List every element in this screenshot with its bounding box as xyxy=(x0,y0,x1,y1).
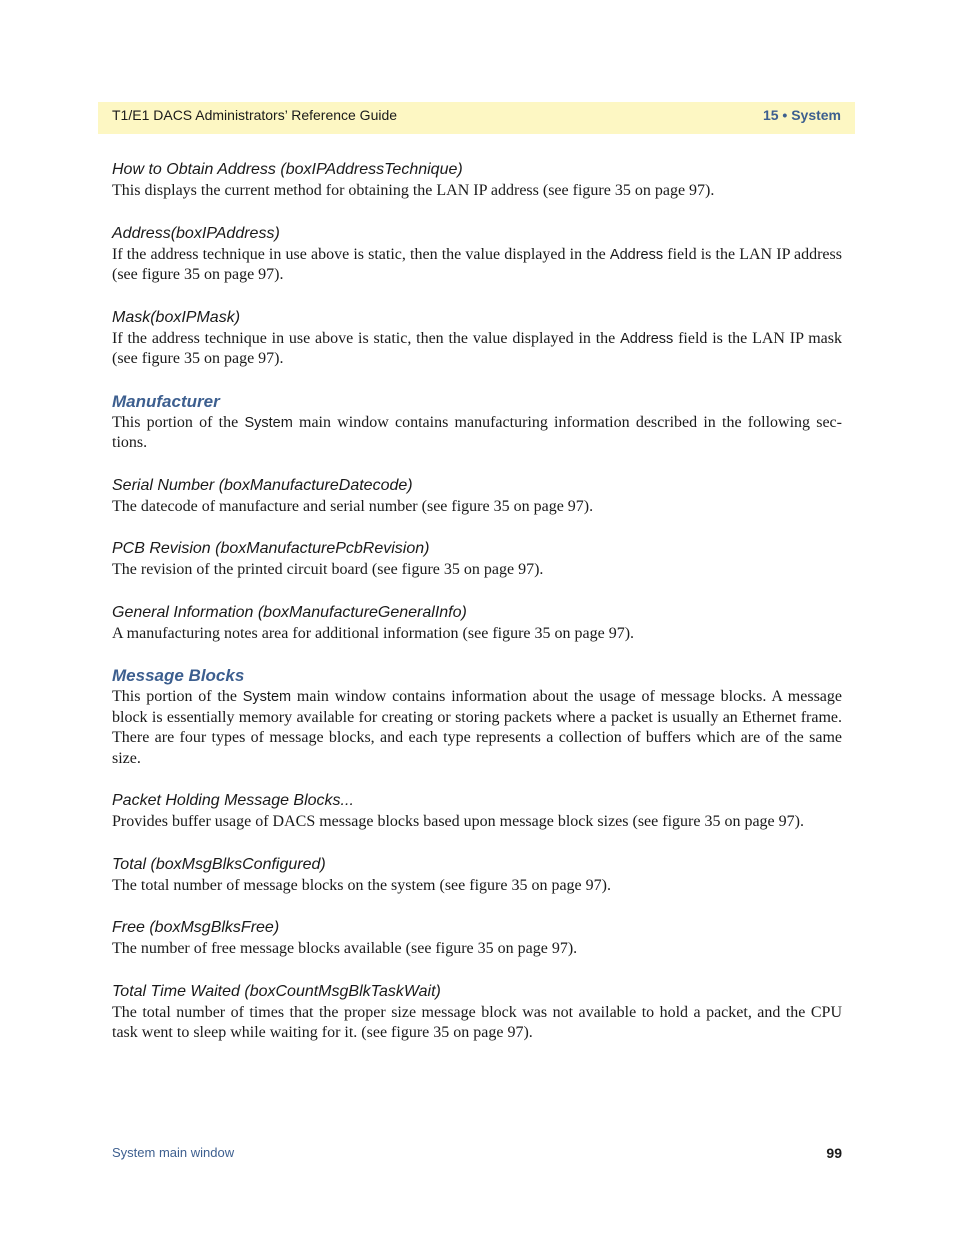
section-body: Provides buffer usage of DACS message blocks based upon message block sizes (see figure 35 on page 97). xyxy=(112,813,804,830)
section-manufacturer xyxy=(112,392,842,454)
footer-section-name: System main window xyxy=(112,1145,235,1160)
section-heading: Free (boxMsgBlksFree) xyxy=(112,919,280,936)
section-packet-holding xyxy=(112,791,842,833)
body-text: main window contains manufacturing information described in the following sec- tions. xyxy=(112,413,842,451)
section-total xyxy=(112,855,842,897)
section-heading-major: Manufacturer xyxy=(112,391,220,411)
section-free xyxy=(112,918,842,960)
body-text: This portion of the xyxy=(112,688,243,705)
section-heading: General Information (boxManufactureGeneralInfo) xyxy=(112,603,467,621)
section-body: A manufacturing notes area for additional information (see figure 35 on page 97). xyxy=(112,624,635,642)
section-heading: Serial Number (boxManufactureDatecode) xyxy=(112,476,413,494)
section-body xyxy=(112,329,842,370)
section-pcb-revision xyxy=(112,539,842,581)
running-header xyxy=(98,102,855,134)
section-how-to-obtain-address xyxy=(112,160,842,202)
page-number: 99 xyxy=(826,1145,842,1161)
section-body: The revision of the printed circuit board (see figure 35 on page 97). xyxy=(112,561,544,578)
section-heading: Total Time Waited (boxCountMsgBlkTaskWait) xyxy=(112,982,441,1000)
ui-field-name: Address xyxy=(620,330,674,347)
body-text: main window contains information about the usage of message blocks. A message block is essentially memory available for creating or storing packets where a packet is usually an Ethernet frame. There are four types of message blocks, and each type represents a collection of buffers which are of the same size. xyxy=(112,688,842,767)
section-address xyxy=(112,224,842,286)
document-title: T1/E1 DACS Administrators’ Reference Guide xyxy=(112,107,398,123)
section-body xyxy=(112,687,842,769)
section-body: This displays the current method for obtaining the LAN IP address (see figure 35 on page 97). xyxy=(112,182,715,199)
ui-field-name: Address xyxy=(609,246,664,263)
page-content xyxy=(112,160,842,1066)
section-mask xyxy=(112,308,842,370)
body-text: If the address technique in use above is static, then the value displayed in the xyxy=(112,245,610,263)
section-body: The total number of message blocks on the system (see figure 35 on page 97). xyxy=(112,876,611,894)
section-heading: How to Obtain Address (boxIPAddressTechnique) xyxy=(112,161,463,178)
body-text: field is the LAN IP mask (see figure 35 on page 97). xyxy=(112,329,842,367)
body-text: This portion of the xyxy=(112,413,245,431)
section-body xyxy=(112,413,842,454)
body-text: If the address technique in use above is static, then the value displayed in the xyxy=(112,329,621,347)
section-total-time-waited xyxy=(112,982,842,1044)
section-general-information xyxy=(112,603,842,645)
section-body: The datecode of manufacture and serial number (see figure 35 on page 97). xyxy=(112,497,594,515)
ui-window-name: System xyxy=(244,414,293,431)
section-body: The number of free message blocks available (see figure 35 on page 97). xyxy=(112,940,578,957)
chapter-label: 15 • System xyxy=(762,107,841,123)
section-heading: PCB Revision (boxManufacturePcbRevision) xyxy=(112,540,430,557)
body-text: field is the LAN IP address (see figure 35 on page 97). xyxy=(112,245,842,283)
section-heading-major: Message Blocks xyxy=(112,666,245,685)
section-message-blocks xyxy=(112,666,842,769)
section-body xyxy=(112,245,842,286)
ui-window-name: System xyxy=(242,689,292,705)
section-heading: Mask(boxIPMask) xyxy=(112,308,241,326)
section-body: The total number of times that the proper size message block was not available to hold a packet, and the CPU task went to sleep while waiting for it. (see figure 35 on page 97). xyxy=(112,1003,842,1041)
section-heading: Address(boxIPAddress) xyxy=(112,224,280,242)
section-heading: Total (boxMsgBlksConfigured) xyxy=(112,855,326,873)
section-heading: Packet Holding Message Blocks... xyxy=(112,792,354,809)
section-serial-number xyxy=(112,476,842,518)
